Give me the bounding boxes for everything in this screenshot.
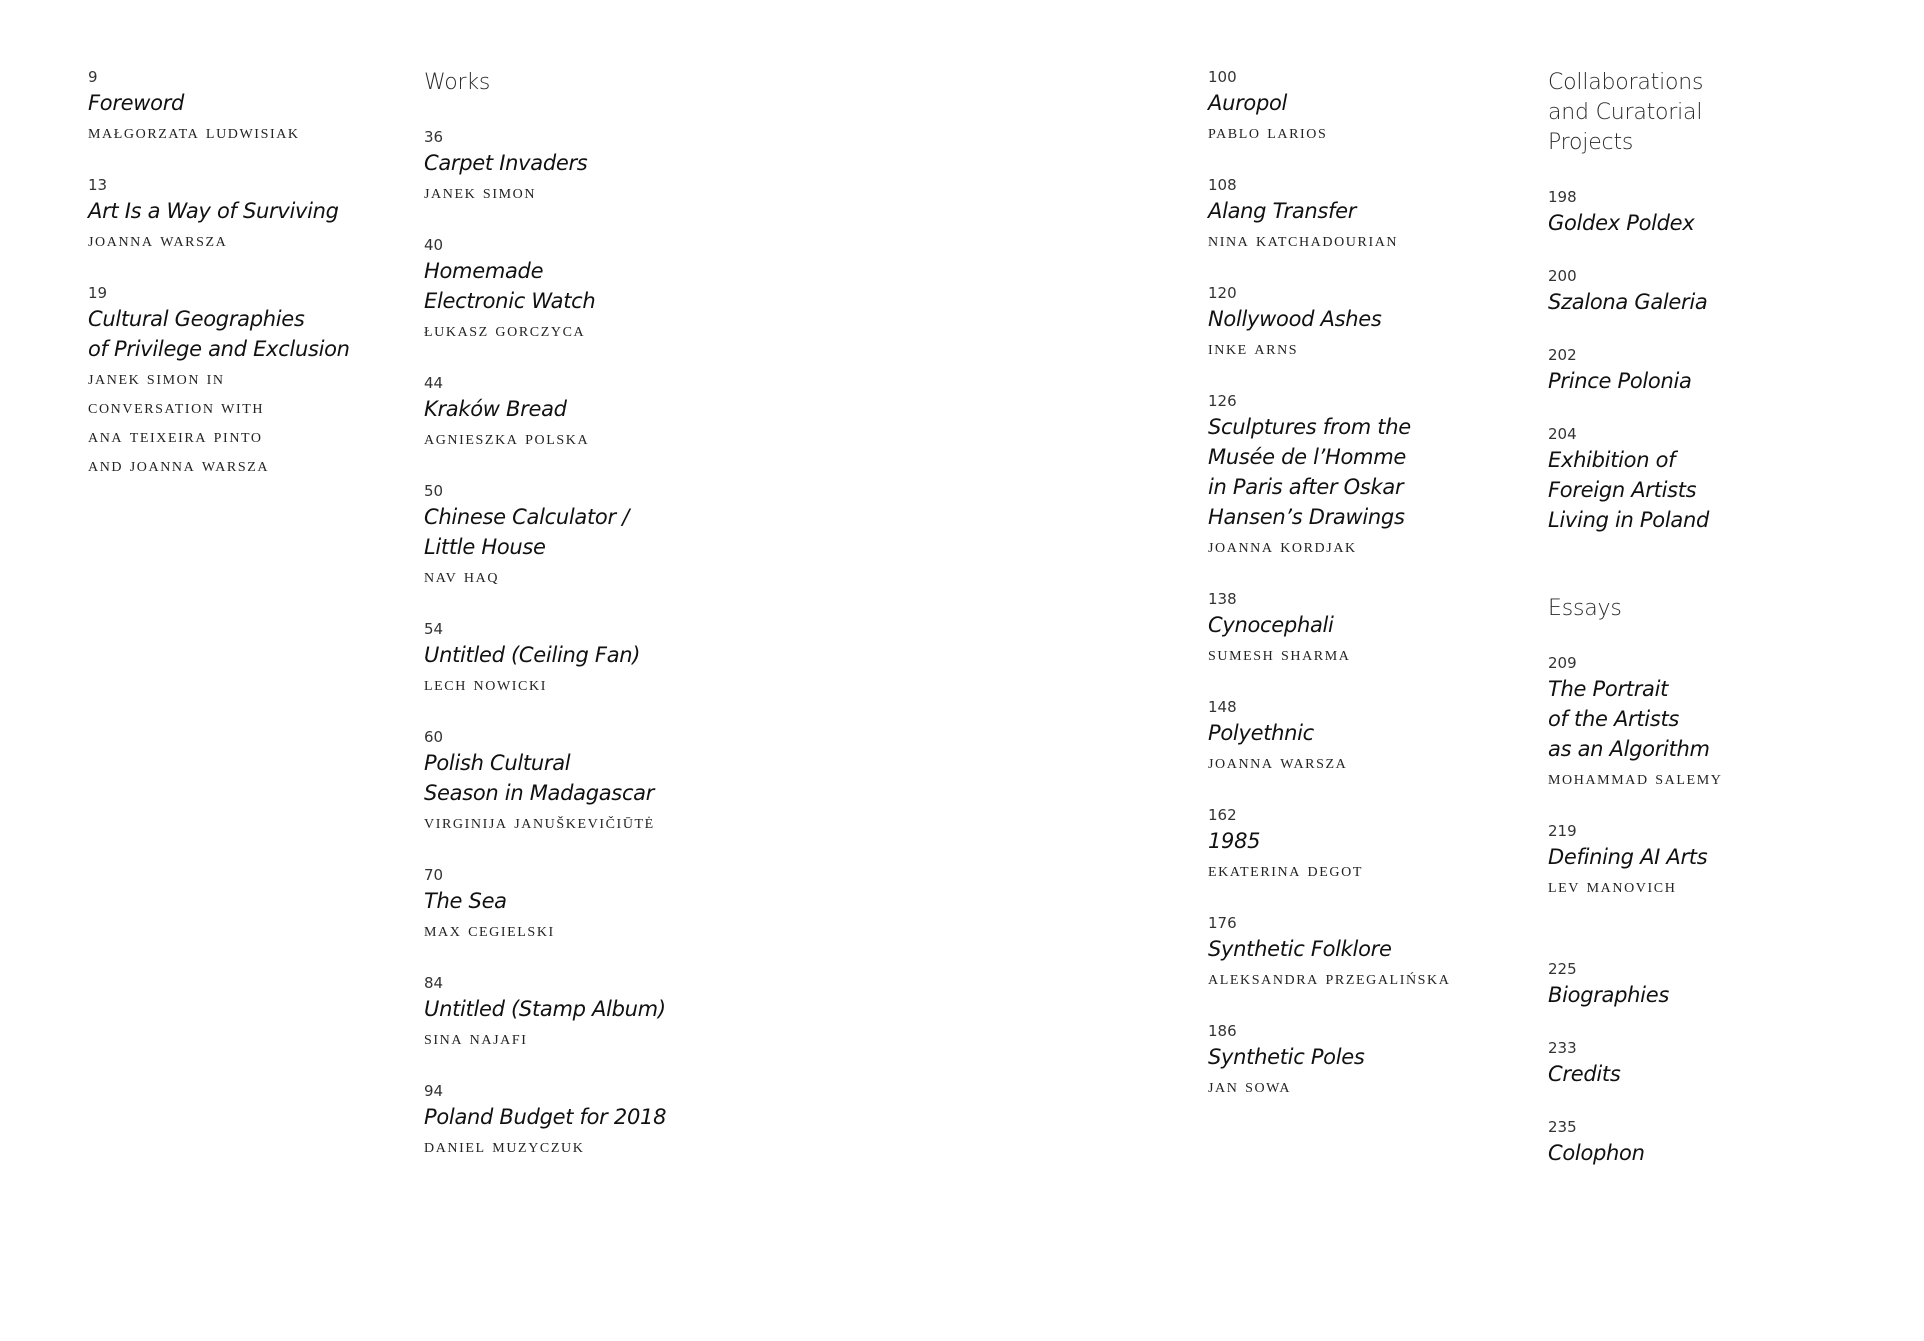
entry-title-line: Untitled (Ceiling Fan) xyxy=(424,643,641,667)
entry-title-line: Hansen’s Drawings xyxy=(1208,505,1405,529)
entry-title-line: Season in Madagascar xyxy=(424,781,655,805)
entry-author-line: małgorzata ludwisiak xyxy=(88,121,300,143)
section-heading-line: Projects xyxy=(1548,130,1634,155)
entry-author-line: aleksandra przegalińska xyxy=(1208,967,1451,989)
entry-title-line: Auropol xyxy=(1208,91,1288,115)
entry-author xyxy=(424,1132,824,1161)
page-number: 120 xyxy=(1208,284,1237,302)
page-number: 40 xyxy=(424,236,444,254)
entry-title xyxy=(1208,1042,1528,1072)
toc-entry[interactable] xyxy=(1548,1039,1888,1089)
entry-title-line: Cynocephali xyxy=(1208,613,1334,637)
page-number: 200 xyxy=(1548,267,1577,285)
toc-entry[interactable] xyxy=(1208,806,1528,885)
toc-entry[interactable] xyxy=(1548,346,1888,396)
entry-author-line: ekaterina degot xyxy=(1208,859,1363,881)
entry-author-line: conversation with xyxy=(88,396,265,418)
page-number: 94 xyxy=(424,1082,444,1100)
page-number: 204 xyxy=(1548,425,1577,443)
toc-entry[interactable] xyxy=(1548,188,1888,238)
toc-entry[interactable] xyxy=(1208,914,1528,993)
toc-entry[interactable] xyxy=(424,482,824,591)
entry-author xyxy=(1208,856,1528,885)
section-heading-line: Collaborations xyxy=(1548,70,1704,95)
page-number: 235 xyxy=(1548,1118,1577,1136)
entry-title xyxy=(1208,88,1528,118)
entry-author xyxy=(424,562,824,591)
entry-author xyxy=(1548,872,1888,901)
entry-author xyxy=(1548,764,1888,793)
entry-title-line: Credits xyxy=(1548,1062,1621,1086)
toc-entry[interactable] xyxy=(1208,392,1528,561)
toc-entry[interactable] xyxy=(424,236,824,345)
entry-author xyxy=(88,118,388,147)
entry-title-line: Biographies xyxy=(1548,983,1669,1007)
entry-title xyxy=(1548,842,1888,872)
entry-author-line: ana teixeira pinto xyxy=(88,425,263,447)
entry-author xyxy=(1208,1072,1528,1101)
entry-title-line: Electronic Watch xyxy=(424,289,596,313)
entry-author xyxy=(88,226,388,255)
page-number: 233 xyxy=(1548,1039,1577,1057)
entry-author-line: virginija januškevičiūtė xyxy=(424,811,655,833)
toc-entry[interactable] xyxy=(1548,654,1888,793)
entry-author-line: joanna kordjak xyxy=(1208,535,1357,557)
entry-author-line: lev manovich xyxy=(1548,875,1677,897)
entry-title xyxy=(1208,718,1528,748)
entry-title-line: of Privilege and Exclusion xyxy=(88,337,350,361)
entry-title-line: Colophon xyxy=(1548,1141,1645,1165)
entry-author xyxy=(1208,640,1528,669)
toc-column-1 xyxy=(88,68,388,509)
page-number: 225 xyxy=(1548,960,1577,978)
entry-title xyxy=(88,196,388,226)
entry-author-line: jan sowa xyxy=(1208,1075,1292,1097)
entry-title-line: as an Algorithm xyxy=(1548,737,1710,761)
entry-title xyxy=(1548,445,1888,535)
entry-title xyxy=(424,1102,824,1132)
toc-entry[interactable] xyxy=(1548,267,1888,317)
entry-title-line: Exhibition of xyxy=(1548,448,1676,472)
toc-entry[interactable] xyxy=(1208,1022,1528,1101)
page-number: 138 xyxy=(1208,590,1237,608)
toc-entry[interactable] xyxy=(424,128,824,207)
entry-author-line: janek simon in xyxy=(88,367,225,389)
entry-title-line: Art Is a Way of Surviving xyxy=(88,199,339,223)
page-number: 148 xyxy=(1208,698,1237,716)
entry-title xyxy=(1548,1138,1888,1168)
entry-author-line: pablo larios xyxy=(1208,121,1328,143)
entry-author xyxy=(1208,118,1528,147)
entry-title-line: Homemade xyxy=(424,259,544,283)
page-number: 13 xyxy=(88,176,108,194)
entry-title xyxy=(1548,980,1888,1010)
entry-title-line: Living in Poland xyxy=(1548,508,1709,532)
entry-author xyxy=(1208,226,1528,255)
toc-column-2 xyxy=(424,68,824,1190)
entry-title xyxy=(424,394,824,424)
entry-author xyxy=(88,364,388,480)
page-number: 100 xyxy=(1208,68,1237,86)
entry-author-line: inke arns xyxy=(1208,337,1299,359)
entry-author-line: and joanna warsza xyxy=(88,454,270,476)
toc-entry[interactable] xyxy=(1548,960,1888,1010)
section-heading-line: and Curatorial xyxy=(1548,100,1703,125)
entry-author xyxy=(424,1024,824,1053)
entry-author-line: joanna warsza xyxy=(1208,751,1348,773)
toc-entry[interactable] xyxy=(1208,590,1528,669)
entry-author xyxy=(1208,334,1528,363)
section-spacer xyxy=(1548,564,1888,594)
entry-title-line: Szalona Galeria xyxy=(1548,290,1708,314)
page-number: 108 xyxy=(1208,176,1237,194)
page-number: 202 xyxy=(1548,346,1577,364)
entry-author-line: lech nowicki xyxy=(424,673,547,695)
entry-author-line: janek simon xyxy=(424,181,537,203)
entry-title xyxy=(1208,610,1528,640)
entry-author-line: sina najafi xyxy=(424,1027,528,1049)
entry-title xyxy=(1548,287,1888,317)
entry-title-line: Polyethnic xyxy=(1208,721,1314,745)
section-heading xyxy=(1548,68,1888,158)
entry-title-line: Untitled (Stamp Album) xyxy=(424,997,666,1021)
entry-title-line: Alang Transfer xyxy=(1208,199,1357,223)
toc-entry[interactable] xyxy=(1208,176,1528,255)
toc-entry[interactable] xyxy=(88,284,388,480)
entry-title-line: Foreign Artists xyxy=(1548,478,1697,502)
toc-entry[interactable] xyxy=(1548,822,1888,901)
entry-title xyxy=(1208,412,1528,532)
entry-author xyxy=(424,424,824,453)
toc-entry[interactable] xyxy=(1208,284,1528,363)
entry-title-line: Prince Polonia xyxy=(1548,369,1692,393)
toc-entry[interactable] xyxy=(424,728,824,837)
toc-entry[interactable] xyxy=(424,1082,824,1161)
entry-title-line: Nollywood Ashes xyxy=(1208,307,1382,331)
section-heading xyxy=(424,68,824,98)
page-number: 176 xyxy=(1208,914,1237,932)
entry-title-line: Cultural Geographies xyxy=(88,307,305,331)
page-number: 126 xyxy=(1208,392,1237,410)
entry-title xyxy=(88,304,388,364)
page-number: 198 xyxy=(1548,188,1577,206)
entry-author-line: sumesh sharma xyxy=(1208,643,1351,665)
toc-entry[interactable] xyxy=(424,974,824,1053)
entry-title xyxy=(424,640,824,670)
entry-title xyxy=(424,886,824,916)
entry-title xyxy=(1208,934,1528,964)
entry-author xyxy=(1208,532,1528,561)
entry-author-line: nina katchadourian xyxy=(1208,229,1399,251)
entry-title-line: Chinese Calculator / xyxy=(424,505,629,529)
toc-entry[interactable] xyxy=(1208,68,1528,147)
entry-title xyxy=(1208,304,1528,334)
entry-author-line: mohammad salemy xyxy=(1548,767,1723,789)
entry-title xyxy=(424,994,824,1024)
page-number: 209 xyxy=(1548,654,1577,672)
page-number: 36 xyxy=(424,128,444,146)
section-heading xyxy=(1548,594,1888,624)
toc-entry[interactable] xyxy=(424,866,824,945)
entry-title xyxy=(1548,674,1888,764)
toc-entry[interactable] xyxy=(424,374,824,453)
toc-entry[interactable] xyxy=(1548,425,1888,535)
entry-title xyxy=(1548,208,1888,238)
entry-title-line: Defining AI Arts xyxy=(1548,845,1708,869)
entry-title-line: in Paris after Oskar xyxy=(1208,475,1404,499)
page-number: 50 xyxy=(424,482,444,500)
section-heading-line: Works xyxy=(424,70,491,95)
entry-title-line: of the Artists xyxy=(1548,707,1680,731)
entry-title-line: Poland Budget for 2018 xyxy=(424,1105,667,1129)
entry-author xyxy=(1208,964,1528,993)
entry-title xyxy=(424,748,824,808)
entry-author-line: max cegielski xyxy=(424,919,555,941)
toc-entry[interactable] xyxy=(1208,698,1528,777)
entry-author xyxy=(424,316,824,345)
entry-title-line: Sculptures from the xyxy=(1208,415,1411,439)
toc-column-4 xyxy=(1548,68,1888,1197)
entry-title-line: Synthetic Folklore xyxy=(1208,937,1392,961)
entry-author xyxy=(424,178,824,207)
entry-title xyxy=(424,148,824,178)
page-number: 186 xyxy=(1208,1022,1237,1040)
section-heading-line: Essays xyxy=(1548,596,1622,621)
toc-entry[interactable] xyxy=(88,68,388,147)
page-number: 19 xyxy=(88,284,108,302)
entry-title xyxy=(424,256,824,316)
page-number: 54 xyxy=(424,620,444,638)
entry-author xyxy=(424,670,824,699)
entry-title-line: The Sea xyxy=(424,889,507,913)
entry-title-line: Goldex Poldex xyxy=(1548,211,1695,235)
entry-title-line: Kraków Bread xyxy=(424,397,567,421)
entry-title-line: Little House xyxy=(424,535,546,559)
page-number: 219 xyxy=(1548,822,1577,840)
page-number: 60 xyxy=(424,728,444,746)
entry-title-line: The Portrait xyxy=(1548,677,1669,701)
entry-author-line: agnieszka polska xyxy=(424,427,590,449)
page-number: 162 xyxy=(1208,806,1237,824)
page-number: 44 xyxy=(424,374,444,392)
entry-title xyxy=(1208,196,1528,226)
entry-title xyxy=(1548,366,1888,396)
entry-title xyxy=(1548,1059,1888,1089)
toc-entry[interactable] xyxy=(1548,1118,1888,1168)
entry-title xyxy=(88,88,388,118)
toc-entry[interactable] xyxy=(88,176,388,255)
entry-title-line: Synthetic Poles xyxy=(1208,1045,1365,1069)
entry-author-line: nav haq xyxy=(424,565,500,587)
section-spacer xyxy=(1548,930,1888,960)
entry-author xyxy=(1208,748,1528,777)
entry-author-line: łukasz gorczyca xyxy=(424,319,586,341)
entry-title-line: Polish Cultural xyxy=(424,751,571,775)
entry-title-line: 1985 xyxy=(1208,829,1261,853)
entry-author-line: joanna warsza xyxy=(88,229,228,251)
entry-author xyxy=(424,916,824,945)
entry-author xyxy=(424,808,824,837)
page-number: 84 xyxy=(424,974,444,992)
entry-title xyxy=(424,502,824,562)
entry-title-line: Carpet Invaders xyxy=(424,151,588,175)
toc-entry[interactable] xyxy=(424,620,824,699)
entry-title-line: Foreword xyxy=(88,91,185,115)
entry-author-line: daniel muzyczuk xyxy=(424,1135,585,1157)
entry-title xyxy=(1208,826,1528,856)
page-number: 9 xyxy=(88,68,98,86)
page-number: 70 xyxy=(424,866,444,884)
toc-column-3 xyxy=(1208,68,1528,1130)
entry-title-line: Musée de l’Homme xyxy=(1208,445,1406,469)
